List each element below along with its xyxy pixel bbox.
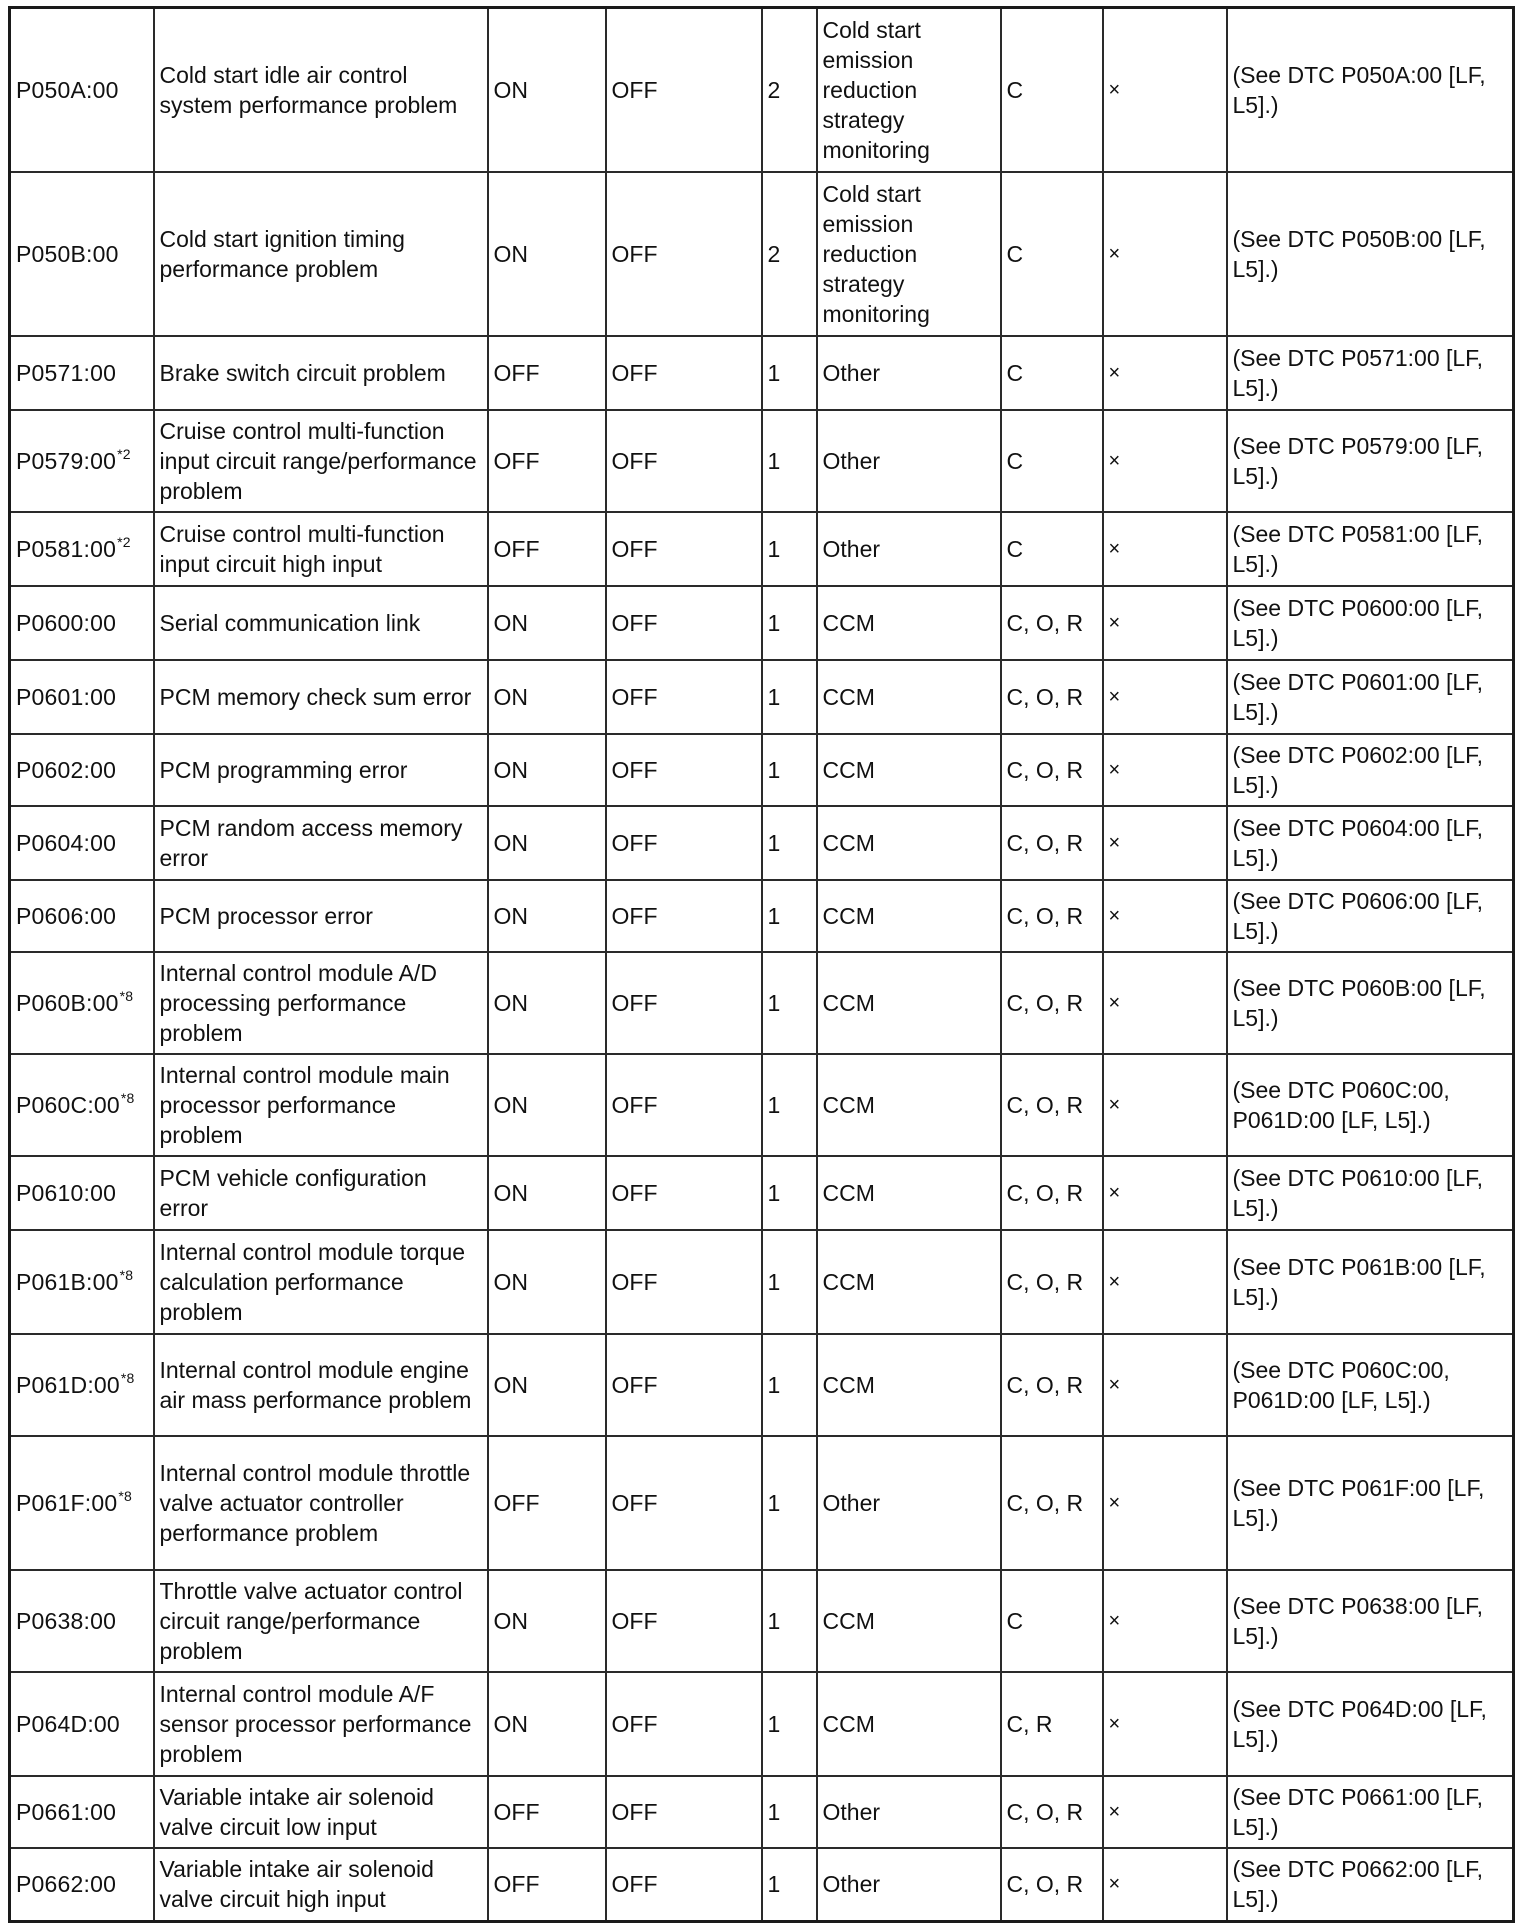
dtc-self-test-mark: × <box>1103 410 1227 512</box>
dtc-code-cell <box>10 1156 154 1230</box>
dtc-mil-status: ON <box>488 1570 606 1672</box>
dtc-mil-status: ON <box>488 1156 606 1230</box>
dtc-generator-light: OFF <box>606 512 762 586</box>
dtc-footnote-mark: *8 <box>119 987 134 1004</box>
dtc-generator-light: OFF <box>606 1848 762 1922</box>
dtc-monitor-item: CCM <box>817 1334 1001 1436</box>
dtc-drive-cycle: 1 <box>762 1230 817 1334</box>
dtc-generator-light: OFF <box>606 1570 762 1672</box>
dtc-detection-condition: C <box>1001 172 1103 336</box>
dtc-generator-light: OFF <box>606 880 762 952</box>
dtc-reference: (See DTC P061B:00 [LF, L5].) <box>1227 1230 1514 1334</box>
dtc-self-test-mark: × <box>1103 1436 1227 1570</box>
dtc-mil-status: OFF <box>488 1776 606 1848</box>
dtc-monitor-item: CCM <box>817 1230 1001 1334</box>
table-row <box>10 806 1514 880</box>
dtc-drive-cycle: 1 <box>762 1054 817 1156</box>
dtc-monitor-item: CCM <box>817 1570 1001 1672</box>
dtc-generator-light: OFF <box>606 1230 762 1334</box>
dtc-monitor-item: CCM <box>817 806 1001 880</box>
dtc-generator-light: OFF <box>606 410 762 512</box>
dtc-reference: (See DTC P0602:00 [LF, L5].) <box>1227 734 1514 806</box>
dtc-detection-condition: C, O, R <box>1001 734 1103 806</box>
dtc-code-cell <box>10 952 154 1054</box>
dtc-code-cell <box>10 1230 154 1334</box>
dtc-code-cell <box>10 172 154 336</box>
dtc-code-cell <box>10 8 154 172</box>
dtc-monitor-item: CCM <box>817 586 1001 660</box>
dtc-reference: (See DTC P050B:00 [LF, L5].) <box>1227 172 1514 336</box>
dtc-mil-status: OFF <box>488 1848 606 1922</box>
dtc-generator-light: OFF <box>606 8 762 172</box>
dtc-self-test-mark: × <box>1103 1054 1227 1156</box>
dtc-generator-light: OFF <box>606 1054 762 1156</box>
table-row <box>10 410 1514 512</box>
dtc-description: PCM processor error <box>154 880 488 952</box>
dtc-description: PCM vehicle configuration error <box>154 1156 488 1230</box>
dtc-self-test-mark: × <box>1103 1776 1227 1848</box>
dtc-generator-light: OFF <box>606 1156 762 1230</box>
dtc-self-test-mark: × <box>1103 172 1227 336</box>
dtc-generator-light: OFF <box>606 336 762 410</box>
dtc-code: P0579:00 <box>16 447 117 474</box>
dtc-description: PCM random access memory error <box>154 806 488 880</box>
dtc-mil-status: ON <box>488 806 606 880</box>
dtc-self-test-mark: × <box>1103 1570 1227 1672</box>
dtc-reference: (See DTC P0601:00 [LF, L5].) <box>1227 660 1514 734</box>
dtc-drive-cycle: 1 <box>762 880 817 952</box>
dtc-footnote-mark: *8 <box>120 1089 135 1106</box>
dtc-mil-status: OFF <box>488 1436 606 1570</box>
dtc-generator-light: OFF <box>606 1776 762 1848</box>
dtc-reference: (See DTC P0571:00 [LF, L5].) <box>1227 336 1514 410</box>
dtc-description: Internal control module A/F sensor processor performance problem <box>154 1672 488 1776</box>
dtc-footnote-mark: *8 <box>120 1369 135 1386</box>
dtc-description: PCM memory check sum error <box>154 660 488 734</box>
dtc-code-cell <box>10 1436 154 1570</box>
dtc-reference: (See DTC P0661:00 [LF, L5].) <box>1227 1776 1514 1848</box>
dtc-generator-light: OFF <box>606 806 762 880</box>
dtc-code: P0638:00 <box>16 1607 117 1634</box>
table-row <box>10 952 1514 1054</box>
table-row <box>10 1570 1514 1672</box>
dtc-detection-condition: C <box>1001 512 1103 586</box>
dtc-self-test-mark: × <box>1103 1230 1227 1334</box>
dtc-table <box>8 6 1515 1923</box>
dtc-generator-light: OFF <box>606 1334 762 1436</box>
dtc-detection-condition: C <box>1001 410 1103 512</box>
dtc-drive-cycle: 1 <box>762 1848 817 1922</box>
dtc-drive-cycle: 1 <box>762 1436 817 1570</box>
table-row <box>10 1334 1514 1436</box>
dtc-self-test-mark: × <box>1103 734 1227 806</box>
dtc-monitor-item: Cold start emission reduction strategy monitoring <box>817 8 1001 172</box>
dtc-monitor-item: CCM <box>817 1054 1001 1156</box>
dtc-reference: (See DTC P060C:00, P061D:00 [LF, L5].) <box>1227 1054 1514 1156</box>
dtc-monitor-item: Other <box>817 1776 1001 1848</box>
dtc-drive-cycle: 1 <box>762 410 817 512</box>
dtc-description: Internal control module main processor performance problem <box>154 1054 488 1156</box>
dtc-reference: (See DTC P061F:00 [LF, L5].) <box>1227 1436 1514 1570</box>
dtc-detection-condition: C, O, R <box>1001 1156 1103 1230</box>
table-row <box>10 880 1514 952</box>
dtc-code-cell <box>10 336 154 410</box>
dtc-self-test-mark: × <box>1103 336 1227 410</box>
table-row <box>10 1230 1514 1334</box>
dtc-reference: (See DTC P060B:00 [LF, L5].) <box>1227 952 1514 1054</box>
dtc-monitor-item: CCM <box>817 660 1001 734</box>
dtc-monitor-item: CCM <box>817 952 1001 1054</box>
dtc-drive-cycle: 1 <box>762 734 817 806</box>
dtc-reference: (See DTC P0581:00 [LF, L5].) <box>1227 512 1514 586</box>
dtc-code: P0662:00 <box>16 1871 117 1898</box>
dtc-code-cell <box>10 1054 154 1156</box>
dtc-monitor-item: CCM <box>817 1672 1001 1776</box>
dtc-footnote-mark: *2 <box>117 533 131 550</box>
table-row <box>10 1054 1514 1156</box>
dtc-code: P050A:00 <box>16 76 119 103</box>
dtc-detection-condition: C, O, R <box>1001 1436 1103 1570</box>
dtc-mil-status: ON <box>488 172 606 336</box>
dtc-mil-status: ON <box>488 8 606 172</box>
table-row <box>10 1776 1514 1848</box>
dtc-drive-cycle: 1 <box>762 1776 817 1848</box>
dtc-monitor-item: Other <box>817 1436 1001 1570</box>
dtc-self-test-mark: × <box>1103 512 1227 586</box>
dtc-mil-status: OFF <box>488 336 606 410</box>
dtc-footnote-mark: *8 <box>118 1487 132 1504</box>
dtc-monitor-item: Other <box>817 336 1001 410</box>
dtc-reference: (See DTC P0662:00 [LF, L5].) <box>1227 1848 1514 1922</box>
dtc-generator-light: OFF <box>606 172 762 336</box>
dtc-self-test-mark: × <box>1103 1156 1227 1230</box>
dtc-drive-cycle: 1 <box>762 1156 817 1230</box>
dtc-footnote-mark: *8 <box>119 1266 134 1283</box>
dtc-code: P061B:00 <box>16 1268 119 1295</box>
dtc-description: Internal control module throttle valve actuator controller performance problem <box>154 1436 488 1570</box>
dtc-self-test-mark: × <box>1103 806 1227 880</box>
dtc-description: Internal control module engine air mass performance problem <box>154 1334 488 1436</box>
dtc-code-cell <box>10 880 154 952</box>
dtc-mil-status: ON <box>488 1334 606 1436</box>
dtc-reference: (See DTC P0610:00 [LF, L5].) <box>1227 1156 1514 1230</box>
dtc-drive-cycle: 1 <box>762 806 817 880</box>
dtc-reference: (See DTC P0604:00 [LF, L5].) <box>1227 806 1514 880</box>
dtc-code: P061F:00 <box>16 1489 118 1516</box>
dtc-detection-condition: C <box>1001 8 1103 172</box>
dtc-self-test-mark: × <box>1103 586 1227 660</box>
dtc-code: P050B:00 <box>16 240 119 267</box>
dtc-self-test-mark: × <box>1103 8 1227 172</box>
dtc-description: Cruise control multi-function input circuit high input <box>154 512 488 586</box>
dtc-drive-cycle: 1 <box>762 660 817 734</box>
dtc-self-test-mark: × <box>1103 1672 1227 1776</box>
dtc-drive-cycle: 2 <box>762 172 817 336</box>
dtc-self-test-mark: × <box>1103 1334 1227 1436</box>
dtc-code: P0600:00 <box>16 609 117 636</box>
dtc-mil-status: ON <box>488 586 606 660</box>
table-row <box>10 172 1514 336</box>
dtc-generator-light: OFF <box>606 1436 762 1570</box>
dtc-drive-cycle: 1 <box>762 586 817 660</box>
table-row <box>10 1848 1514 1922</box>
dtc-detection-condition: C, O, R <box>1001 660 1103 734</box>
dtc-drive-cycle: 1 <box>762 1334 817 1436</box>
dtc-footnote-mark: *2 <box>117 445 131 462</box>
dtc-monitor-item: Other <box>817 512 1001 586</box>
table-row <box>10 1436 1514 1570</box>
dtc-generator-light: OFF <box>606 1672 762 1776</box>
dtc-detection-condition: C, O, R <box>1001 806 1103 880</box>
dtc-reference: (See DTC P060C:00, P061D:00 [LF, L5].) <box>1227 1334 1514 1436</box>
dtc-code: P0581:00 <box>16 535 117 562</box>
table-row <box>10 660 1514 734</box>
dtc-detection-condition: C <box>1001 1570 1103 1672</box>
dtc-detection-condition: C, O, R <box>1001 586 1103 660</box>
table-row <box>10 586 1514 660</box>
dtc-detection-condition: C, O, R <box>1001 952 1103 1054</box>
dtc-drive-cycle: 2 <box>762 8 817 172</box>
dtc-monitor-item: CCM <box>817 880 1001 952</box>
dtc-code: P061D:00 <box>16 1371 120 1398</box>
dtc-generator-light: OFF <box>606 952 762 1054</box>
dtc-mil-status: OFF <box>488 512 606 586</box>
dtc-detection-condition: C, O, R <box>1001 1230 1103 1334</box>
dtc-drive-cycle: 1 <box>762 512 817 586</box>
dtc-code: P0601:00 <box>16 683 117 710</box>
dtc-generator-light: OFF <box>606 586 762 660</box>
dtc-monitor-item: CCM <box>817 1156 1001 1230</box>
dtc-reference: (See DTC P0579:00 [LF, L5].) <box>1227 410 1514 512</box>
dtc-mil-status: ON <box>488 660 606 734</box>
dtc-description: Cruise control multi-function input circuit range/performance problem <box>154 410 488 512</box>
table-row <box>10 8 1514 172</box>
dtc-code-cell <box>10 734 154 806</box>
dtc-detection-condition: C <box>1001 336 1103 410</box>
dtc-code: P0571:00 <box>16 359 117 386</box>
dtc-detection-condition: C, O, R <box>1001 1776 1103 1848</box>
dtc-code-cell <box>10 806 154 880</box>
dtc-description: Cold start idle air control system performance problem <box>154 8 488 172</box>
dtc-code-cell <box>10 410 154 512</box>
dtc-code: P060B:00 <box>16 989 119 1016</box>
dtc-mil-status: ON <box>488 880 606 952</box>
dtc-generator-light: OFF <box>606 734 762 806</box>
table-row <box>10 512 1514 586</box>
dtc-mil-status: ON <box>488 734 606 806</box>
dtc-description: Internal control module torque calculation performance problem <box>154 1230 488 1334</box>
dtc-code: P060C:00 <box>16 1091 120 1118</box>
table-row <box>10 734 1514 806</box>
table-row <box>10 1672 1514 1776</box>
dtc-code-cell <box>10 1848 154 1922</box>
table-row <box>10 1156 1514 1230</box>
dtc-code-cell <box>10 512 154 586</box>
dtc-reference: (See DTC P0606:00 [LF, L5].) <box>1227 880 1514 952</box>
dtc-drive-cycle: 1 <box>762 1672 817 1776</box>
dtc-self-test-mark: × <box>1103 880 1227 952</box>
dtc-monitor-item: CCM <box>817 734 1001 806</box>
dtc-description: Brake switch circuit problem <box>154 336 488 410</box>
dtc-code-cell <box>10 660 154 734</box>
dtc-code-cell <box>10 1776 154 1848</box>
dtc-self-test-mark: × <box>1103 952 1227 1054</box>
dtc-table-body <box>10 8 1514 1922</box>
dtc-mil-status: ON <box>488 1230 606 1334</box>
dtc-code: P064D:00 <box>16 1710 120 1737</box>
dtc-self-test-mark: × <box>1103 1848 1227 1922</box>
dtc-drive-cycle: 1 <box>762 336 817 410</box>
dtc-reference: (See DTC P0600:00 [LF, L5].) <box>1227 586 1514 660</box>
dtc-reference: (See DTC P050A:00 [LF, L5].) <box>1227 8 1514 172</box>
dtc-code: P0610:00 <box>16 1179 117 1206</box>
dtc-description: Serial communication link <box>154 586 488 660</box>
dtc-code-cell <box>10 1570 154 1672</box>
dtc-description: PCM programming error <box>154 734 488 806</box>
dtc-detection-condition: C, O, R <box>1001 1054 1103 1156</box>
dtc-self-test-mark: × <box>1103 660 1227 734</box>
dtc-generator-light: OFF <box>606 660 762 734</box>
dtc-monitor-item: Cold start emission reduction strategy monitoring <box>817 172 1001 336</box>
table-row <box>10 336 1514 410</box>
dtc-description: Internal control module A/D processing performance problem <box>154 952 488 1054</box>
dtc-mil-status: ON <box>488 1054 606 1156</box>
dtc-drive-cycle: 1 <box>762 952 817 1054</box>
dtc-description: Variable intake air solenoid valve circuit low input <box>154 1776 488 1848</box>
dtc-code-cell <box>10 1334 154 1436</box>
dtc-reference: (See DTC P0638:00 [LF, L5].) <box>1227 1570 1514 1672</box>
dtc-description: Cold start ignition timing performance problem <box>154 172 488 336</box>
dtc-mil-status: ON <box>488 1672 606 1776</box>
dtc-monitor-item: Other <box>817 410 1001 512</box>
dtc-detection-condition: C, O, R <box>1001 880 1103 952</box>
dtc-reference: (See DTC P064D:00 [LF, L5].) <box>1227 1672 1514 1776</box>
dtc-monitor-item: Other <box>817 1848 1001 1922</box>
dtc-code-cell <box>10 1672 154 1776</box>
dtc-mil-status: OFF <box>488 410 606 512</box>
dtc-detection-condition: C, O, R <box>1001 1848 1103 1922</box>
dtc-code: P0604:00 <box>16 829 117 856</box>
dtc-code: P0606:00 <box>16 902 117 929</box>
dtc-table-page <box>8 6 1512 1913</box>
dtc-mil-status: ON <box>488 952 606 1054</box>
dtc-description: Variable intake air solenoid valve circuit high input <box>154 1848 488 1922</box>
dtc-drive-cycle: 1 <box>762 1570 817 1672</box>
dtc-code-cell <box>10 586 154 660</box>
dtc-detection-condition: C, R <box>1001 1672 1103 1776</box>
dtc-description: Throttle valve actuator control circuit range/performance problem <box>154 1570 488 1672</box>
dtc-code: P0602:00 <box>16 756 117 783</box>
dtc-code: P0661:00 <box>16 1798 117 1825</box>
dtc-detection-condition: C, O, R <box>1001 1334 1103 1436</box>
